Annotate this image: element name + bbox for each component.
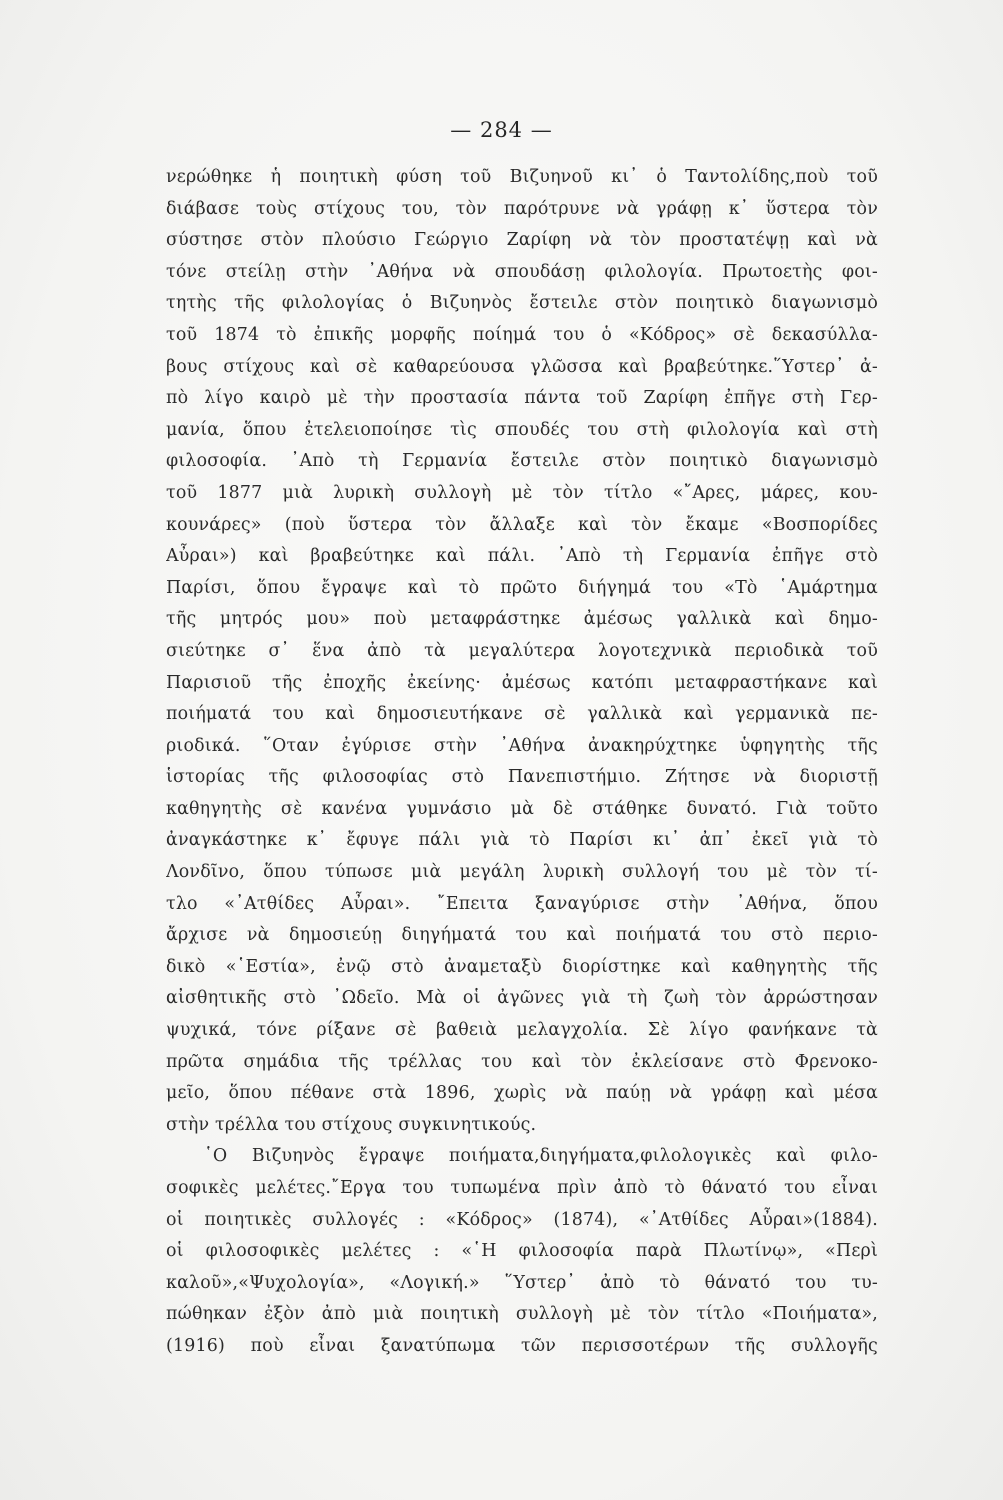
body-text: [166, 162, 878, 1363]
text-line: πρῶτα σημάδια τῆς τρέλλας του καὶ τὸν ἐκλείσανε στὸ Φρενοκο-: [166, 1051, 878, 1072]
page-number: — 284 —: [450, 118, 553, 142]
text-line: Παρισιοῦ τῆς ἐποχῆς ἐκείνης· ἀμέσως κατόπι μεταφραστήκανε καὶ: [166, 672, 878, 693]
text-line: οἱ ποιητικὲς συλλογές : «Κόδρος» (1874), «᾽Ατθίδες Αὖραι»(1884).: [166, 1209, 878, 1230]
text-line-paragraph-end: στὴν τρέλλα του στίχους συγκινητικούς.: [166, 1114, 537, 1135]
text-line: μεῖο, ὅπου πέθανε στὰ 1896, χωρὶς νὰ παύῃ νὰ γράφῃ καὶ μέσα: [166, 1083, 878, 1104]
text-line-paragraph-start: ῾Ο Βιζυηνὸς ἔγραψε ποιήματα,διηγήματα,φιλολογικὲς καὶ φιλο-: [204, 1146, 878, 1167]
text-line: δικὸ «῾Εστία», ἐνῷ στὸ ἀναμεταξὺ διορίστηκε καὶ καθηγητὴς τῆς: [166, 956, 878, 977]
text-line: αἰσθητικῆς στὸ ᾽Ωδεῖο. Μὰ οἱ ἀγῶνες γιὰ τὴ ζωὴ τὸν ἀρρώστησαν: [166, 988, 878, 1009]
text-line: καλοῦ»,«Ψυχολογία», «Λογική.» ῞Υστερ᾽ ἀπὸ τὸ θάνατό του τυ-: [166, 1272, 878, 1293]
text-line: (1916) ποὺ εἶναι ξανατύπωμα τῶν περισσοτέρων τῆς συλλογῆς: [166, 1335, 878, 1356]
text-line: βους στίχους καὶ σὲ καθαρεύουσα γλῶσσα καὶ βραβεύτηκε.῞Υστερ᾽ ἀ-: [166, 356, 878, 377]
text-line: σοφικὲς μελέτες.῎Εργα του τυπωμένα πρὶν ἀπὸ τὸ θάνατό του εἶναι: [166, 1178, 878, 1198]
text-line: Λονδῖνο, ὅπου τύπωσε μιὰ μεγάλη λυρικὴ συλλογή του μὲ τὸν τί-: [166, 862, 878, 883]
text-line: ριοδικά. ῞Οταν ἐγύρισε στὴν ᾽Αθήνα ἀνακηρύχτηκε ὑφηγητὴς τῆς: [166, 735, 878, 756]
text-line: τητὴς τῆς φιλολογίας ὁ Βιζυηνὸς ἔστειλε στὸν ποιητικὸ διαγωνισμὸ: [166, 293, 878, 314]
text-line: Παρίσι, ὅπου ἔγραψε καὶ τὸ πρῶτο διήγημά του «Τὸ ῾Αμάρτημα: [166, 577, 878, 598]
text-line: διάβασε τοὺς στίχους του, τὸν παρότρυνε νὰ γράφῃ κ᾽ ὕστερα τὸν: [166, 198, 878, 219]
text-line: Αὖραι») καὶ βραβεύτηκε καὶ πάλι. ᾽Απὸ τὴ Γερμανία ἐπῆγε στὸ: [166, 546, 878, 567]
text-line: φιλοσοφία. ᾽Απὸ τὴ Γερμανία ἔστειλε στὸν ποιητικὸ διαγωνισμὸ: [166, 451, 878, 472]
text-line: ἄρχισε νὰ δημοσιεύῃ διηγήματά του καὶ ποιήματά του στὸ περιο-: [166, 925, 878, 946]
text-line: σύστησε στὸν πλούσιο Γεώργιο Ζαρίφη νὰ τὸν προστατέψῃ καὶ νὰ: [166, 230, 878, 251]
text-line: ἀναγκάστηκε κ᾽ ἔφυγε πάλι γιὰ τὸ Παρίσι κι᾽ ἀπ᾽ ἐκεῖ γιὰ τὸ: [166, 830, 878, 851]
text-line: πὸ λίγο καιρὸ μὲ τὴν προστασία πάντα τοῦ Ζαρίφη ἐπῆγε στὴ Γερ-: [166, 388, 878, 409]
text-line: πώθηκαν ἐξὸν ἀπὸ μιὰ ποιητικὴ συλλογὴ μὲ τὸν τίτλο «Ποιήματα»,: [166, 1304, 878, 1325]
text-line: νερώθηκε ἡ ποιητικὴ φύση τοῦ Βιζυηνοῦ κι᾽ ὁ Ταντολίδης,ποὺ τοῦ: [166, 167, 878, 187]
text-line: τλο «᾽Ατθίδες Αὖραι». ῎Επειτα ξαναγύρισε στὴν ᾽Αθήνα, ὅπου: [166, 893, 878, 914]
text-line: μανία, ὅπου ἐτελειοποίησε τὶς σπουδές του στὴ φιλολογία καὶ στὴ: [166, 419, 878, 440]
text-line: σιεύτηκε σ᾽ ἕνα ἀπὸ τὰ μεγαλύτερα λογοτεχνικὰ περιοδικὰ τοῦ: [166, 640, 878, 661]
text-line: ἱστορίας τῆς φιλοσοφίας στὸ Πανεπιστήμιο. Ζήτησε νὰ διοριστῇ: [166, 767, 878, 788]
text-line: ποιήματά του καὶ δημοσιευτήκανε σὲ γαλλικὰ καὶ γερμανικὰ πε-: [166, 704, 878, 725]
text-line: τῆς μητρός μου» ποὺ μεταφράστηκε ἀμέσως γαλλικὰ καὶ δημο-: [166, 609, 878, 630]
text-line: ψυχικά, τόνε ρίξανε σὲ βαθειὰ μελαγχολία. Σὲ λίγο φανήκανε τὰ: [166, 1020, 878, 1041]
text-line: καθηγητὴς σὲ κανένα γυμνάσιο μὰ δὲ στάθηκε δυνατό. Γιὰ τοῦτο: [166, 798, 878, 819]
text-line: οἱ φιλοσοφικὲς μελέτες : «῾Η φιλοσοφία παρὰ Πλωτίνῳ», «Περὶ: [166, 1241, 878, 1262]
text-line: τόνε στείλῃ στὴν ᾽Αθήνα νὰ σπουδάσῃ φιλολογία. Πρωτοετὴς φοι-: [166, 261, 878, 282]
text-line: τοῦ 1874 τὸ ἐπικῆς μορφῆς ποίημά του ὁ «Κόδρος» σὲ δεκασύλλα-: [166, 324, 878, 345]
text-line: κουνάρες» (ποὺ ὕστερα τὸν ἄλλαξε καὶ τὸν ἔκαμε «Βοσπορίδες: [166, 514, 878, 535]
text-line: τοῦ 1877 μιὰ λυρικὴ συλλογὴ μὲ τὸν τίτλο «῎Αρες, μάρες, κου-: [166, 482, 878, 503]
